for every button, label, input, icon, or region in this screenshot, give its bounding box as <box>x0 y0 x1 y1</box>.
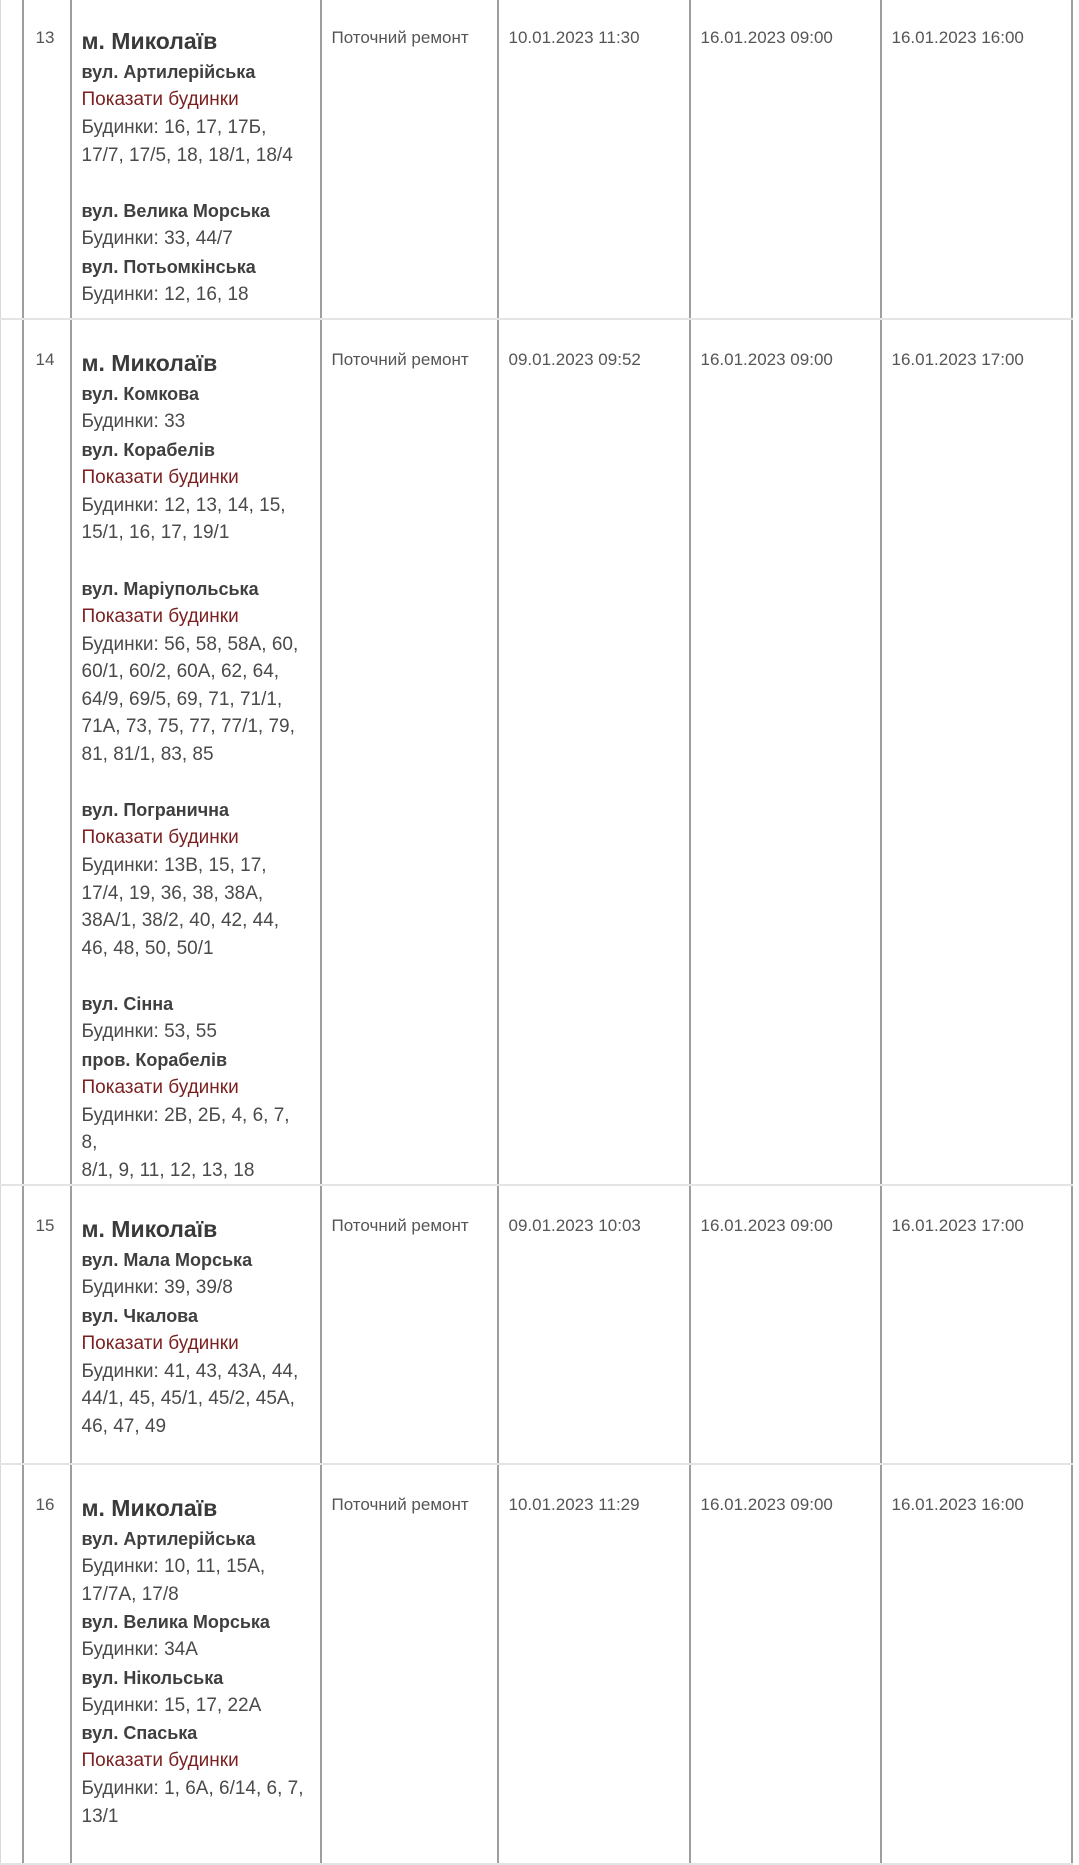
street-group <box>82 436 310 547</box>
row-number: 15 <box>23 1185 71 1464</box>
street-name: вул. Комкова <box>81 384 199 404</box>
show-houses-link[interactable]: Показати будинки <box>81 89 239 110</box>
show-houses-link[interactable]: Показати будинки <box>81 827 239 848</box>
street-name: вул. Маріупольська <box>81 578 259 599</box>
address-cell <box>71 1464 321 1864</box>
houses-list: Будинки: 33 <box>81 411 186 432</box>
start-datetime: 16.01.2023 09:00 <box>690 0 881 319</box>
houses-list: Будинки: 56, 58, 58А, 60, 60/1, 60/2, 60А, 62, 64, 64/9, 69/5, 69, 71, 71/1, 71А, 73, 75, 77, 77/1, 79, 81, 81/1, 83, 85 <box>81 633 299 765</box>
street-name: вул. Чкалова <box>81 1305 199 1326</box>
street-group <box>82 1608 310 1664</box>
houses-list: Будинки: 2В, 2Б, 4, 6, 7, 8, 8/1, 9, 11, 12, 13, 18 <box>81 1104 290 1181</box>
houses-list: Будинки: 12, 13, 14, 15, 15/1, 16, 17, 19/1 <box>81 494 286 543</box>
table-row <box>1 0 1072 319</box>
start-datetime: 16.01.2023 09:00 <box>690 1464 881 1864</box>
end-datetime: 16.01.2023 17:00 <box>881 1185 1072 1464</box>
houses-list: Будинки: 10, 11, 15А, 17/7А, 17/8 <box>81 1556 266 1605</box>
street-name: вул. Потьомкінська <box>81 256 256 277</box>
houses-list: Будинки: 39, 39/8 <box>81 1277 233 1298</box>
street-name: вул. Артилерійська <box>81 1529 256 1549</box>
city-name: м. Миколаїв <box>81 28 218 54</box>
work-type: Поточний ремонт <box>321 0 498 319</box>
street-group <box>82 1664 310 1720</box>
street-name: вул. Велика Морська <box>81 201 270 221</box>
created-datetime: 09.01.2023 10:03 <box>498 1185 690 1464</box>
table-row <box>1 1464 1072 1864</box>
street-group <box>82 990 310 1046</box>
show-houses-link[interactable]: Показати будинки <box>81 466 239 488</box>
end-datetime: 16.01.2023 16:00 <box>881 0 1072 319</box>
street-group <box>82 58 310 169</box>
street-name: вул. Сінна <box>81 994 174 1014</box>
show-houses-link[interactable]: Показати будинки <box>81 1332 239 1354</box>
houses-list: Будинки: 33, 44/7 <box>81 228 233 249</box>
street-name: вул. Корабелів <box>81 439 215 460</box>
city-name: м. Миколаїв <box>81 1216 218 1242</box>
street-name: вул. Мала Морська <box>81 1250 253 1270</box>
show-houses-link[interactable]: Показати будинки <box>81 1076 239 1098</box>
street-name: вул. Велика Морська <box>81 1612 270 1632</box>
street-name: вул. Спаська <box>81 1723 198 1743</box>
address-cell <box>71 0 321 319</box>
row-number: 14 <box>23 319 71 1185</box>
show-houses-link[interactable]: Показати будинки <box>81 1750 239 1771</box>
work-type: Поточний ремонт <box>321 319 498 1185</box>
street-group <box>82 1302 310 1441</box>
table-row <box>1 1185 1072 1464</box>
street-group <box>82 575 310 769</box>
houses-list: Будинки: 12, 16, 18 <box>81 283 249 305</box>
street-group <box>82 1046 310 1185</box>
street-group <box>82 796 310 962</box>
houses-list: Будинки: 16, 17, 17Б, 17/7, 17/5, 18, 18/1, 18/4 <box>81 117 293 166</box>
street-name: пров. Корабелів <box>81 1049 228 1070</box>
created-datetime: 09.01.2023 09:52 <box>498 319 690 1185</box>
work-type: Поточний ремонт <box>321 1464 498 1864</box>
houses-list: Будинки: 1, 6А, 6/14, 6, 7, 13/1 <box>81 1778 304 1827</box>
end-datetime: 16.01.2023 16:00 <box>881 1464 1072 1864</box>
street-group <box>82 197 310 253</box>
start-datetime: 16.01.2023 09:00 <box>690 1185 881 1464</box>
work-type: Поточний ремонт <box>321 1185 498 1464</box>
created-datetime: 10.01.2023 11:30 <box>498 0 690 319</box>
street-group <box>82 1719 310 1830</box>
houses-list: Будинки: 41, 43, 43А, 44, 44/1, 45, 45/1, 45/2, 45А, 46, 47, 49 <box>81 1360 299 1437</box>
street-name: вул. Артилерійська <box>81 62 256 82</box>
row-number: 13 <box>23 0 71 319</box>
street-group <box>82 253 310 309</box>
address-cell <box>71 319 321 1185</box>
street-name: вул. Погранична <box>81 800 230 820</box>
created-datetime: 10.01.2023 11:29 <box>498 1464 690 1864</box>
start-datetime: 16.01.2023 09:00 <box>690 319 881 1185</box>
street-group <box>82 1246 310 1302</box>
houses-list: Будинки: 13В, 15, 17, 17/4, 19, 36, 38, 38А, 38А/1, 38/2, 40, 42, 44, 46, 48, 50, 50/1 <box>81 855 280 959</box>
show-houses-link[interactable]: Показати будинки <box>81 605 239 627</box>
end-datetime: 16.01.2023 17:00 <box>881 319 1072 1185</box>
city-name: м. Миколаїв <box>81 1495 218 1521</box>
address-cell <box>71 1185 321 1464</box>
street-name: вул. Нікольська <box>81 1667 224 1688</box>
street-group <box>82 1525 310 1608</box>
houses-list: Будинки: 15, 17, 22А <box>81 1694 262 1716</box>
city-name: м. Миколаїв <box>81 350 218 376</box>
street-group <box>82 380 310 436</box>
row-number: 16 <box>23 1464 71 1864</box>
houses-list: Будинки: 53, 55 <box>81 1021 217 1042</box>
houses-list: Будинки: 34А <box>81 1639 198 1660</box>
table-row <box>1 319 1072 1185</box>
